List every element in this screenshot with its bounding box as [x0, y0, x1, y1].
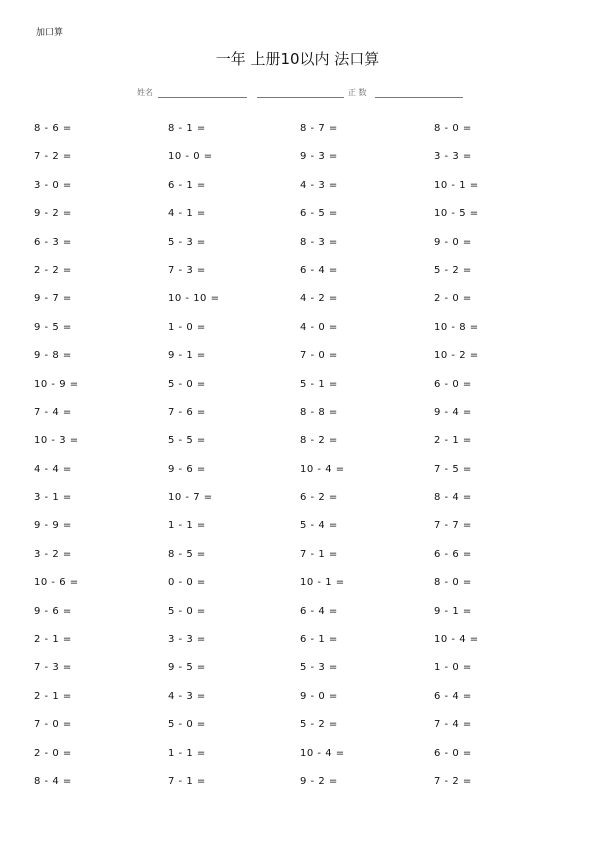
- math-problem: 10 - 1 =: [434, 179, 479, 191]
- math-problem: 9 - 2 =: [34, 208, 72, 220]
- math-problem: 9 - 1 =: [434, 605, 472, 617]
- problem-column-1: [34, 121, 164, 802]
- math-problem: 7 - 2 =: [34, 151, 72, 163]
- math-problem: 6 - 4 =: [300, 264, 338, 276]
- math-problem: 1 - 1 =: [168, 520, 206, 532]
- math-problem: 4 - 3 =: [168, 690, 206, 702]
- math-problem: 10 - 4 =: [300, 463, 345, 475]
- problem-column-2: [168, 121, 298, 802]
- math-problem: 3 - 1 =: [34, 492, 72, 504]
- math-problem: 9 - 1 =: [168, 350, 206, 362]
- math-problem: 1 - 0 =: [434, 662, 472, 674]
- page-title: 一年 上册10以内 法口算: [215, 50, 380, 68]
- math-problem: 10 - 8 =: [434, 321, 479, 333]
- math-problem: 6 - 1 =: [168, 179, 206, 191]
- math-problem: 2 - 1 =: [34, 634, 72, 646]
- math-problem: 9 - 8 =: [34, 350, 72, 362]
- math-problem: 6 - 3 =: [34, 236, 72, 248]
- math-problem: 6 - 2 =: [300, 492, 338, 504]
- math-problem: 7 - 7 =: [434, 520, 472, 532]
- math-problem: 6 - 1 =: [300, 634, 338, 646]
- math-problem: 5 - 0 =: [168, 719, 206, 731]
- name-label: 姓名: [137, 88, 153, 97]
- math-problem: 7 - 0 =: [34, 719, 72, 731]
- math-problem: 4 - 3 =: [300, 179, 338, 191]
- math-problem: 3 - 3 =: [168, 634, 206, 646]
- math-problem: 10 - 10 =: [168, 293, 220, 305]
- math-problem: 9 - 6 =: [34, 605, 72, 617]
- math-problem: 4 - 2 =: [300, 293, 338, 305]
- math-problem: 6 - 6 =: [434, 548, 472, 560]
- math-problem: 8 - 3 =: [300, 236, 338, 248]
- math-problem: 9 - 9 =: [34, 520, 72, 532]
- math-problem: 7 - 4 =: [34, 406, 72, 418]
- math-problem: 1 - 0 =: [168, 321, 206, 333]
- corner-label: 加口算: [36, 28, 64, 38]
- math-problem: 2 - 0 =: [434, 293, 472, 305]
- math-problem: 4 - 0 =: [300, 321, 338, 333]
- math-problem: 10 - 9 =: [34, 378, 79, 390]
- math-problem: 7 - 5 =: [434, 463, 472, 475]
- math-problem: 5 - 2 =: [300, 719, 338, 731]
- math-problem: 9 - 2 =: [300, 775, 338, 787]
- math-problem: 8 - 4 =: [434, 492, 472, 504]
- math-problem: 8 - 5 =: [168, 548, 206, 560]
- math-problem: 10 - 3 =: [34, 435, 79, 447]
- math-problem: 7 - 3 =: [168, 264, 206, 276]
- math-problem: 8 - 0 =: [434, 123, 472, 134]
- math-problem: 9 - 7 =: [34, 293, 72, 305]
- math-problem: 10 - 6 =: [34, 577, 79, 589]
- math-problem: 10 - 4 =: [434, 634, 479, 646]
- math-problem: 7 - 4 =: [434, 719, 472, 731]
- math-problem: 9 - 6 =: [168, 463, 206, 475]
- math-problem: 5 - 0 =: [168, 605, 206, 617]
- math-problem: 9 - 5 =: [34, 321, 72, 333]
- math-problem: 8 - 0 =: [434, 577, 472, 589]
- math-problem: 5 - 2 =: [434, 264, 472, 276]
- math-problem: 9 - 0 =: [300, 690, 338, 702]
- math-problem: 4 - 1 =: [168, 208, 206, 220]
- math-problem: 6 - 5 =: [300, 208, 338, 220]
- math-problem: 9 - 0 =: [434, 236, 472, 248]
- math-problem: 7 - 6 =: [168, 406, 206, 418]
- math-problem: 6 - 0 =: [434, 747, 472, 759]
- math-problem: 8 - 7 =: [300, 123, 338, 134]
- math-problem: 9 - 4 =: [434, 406, 472, 418]
- math-problem: 10 - 7 =: [168, 492, 213, 504]
- math-problem: 8 - 2 =: [300, 435, 338, 447]
- math-problem: 10 - 0 =: [168, 151, 213, 163]
- math-problem: 10 - 4 =: [300, 747, 345, 759]
- math-problem: 8 - 1 =: [168, 123, 206, 134]
- math-problem: 8 - 8 =: [300, 406, 338, 418]
- math-problem: 6 - 4 =: [434, 690, 472, 702]
- math-problem: 9 - 3 =: [300, 151, 338, 163]
- math-problem: 9 - 5 =: [168, 662, 206, 674]
- math-problem: 5 - 3 =: [300, 662, 338, 674]
- math-problem: 2 - 1 =: [34, 690, 72, 702]
- math-problem: 6 - 4 =: [300, 605, 338, 617]
- math-problem: 7 - 1 =: [168, 775, 206, 787]
- math-problem: 8 - 6 =: [34, 123, 72, 134]
- problem-column-4: [434, 121, 564, 802]
- math-problem: 4 - 4 =: [34, 463, 72, 475]
- math-problem: 5 - 0 =: [168, 378, 206, 390]
- math-problem: 3 - 3 =: [434, 151, 472, 163]
- math-problem: 5 - 3 =: [168, 236, 206, 248]
- math-problem: 5 - 1 =: [300, 378, 338, 390]
- math-problem: 10 - 5 =: [434, 208, 479, 220]
- math-problem: 7 - 3 =: [34, 662, 72, 674]
- problem-column-3: [300, 121, 430, 802]
- math-problem: 5 - 5 =: [168, 435, 206, 447]
- math-problem: 3 - 0 =: [34, 179, 72, 191]
- math-problem: 7 - 0 =: [300, 350, 338, 362]
- math-problem: 2 - 2 =: [34, 264, 72, 276]
- math-problem: 7 - 1 =: [300, 548, 338, 560]
- math-problem: 1 - 1 =: [168, 747, 206, 759]
- math-problem: 0 - 0 =: [168, 577, 206, 589]
- math-problem: 3 - 2 =: [34, 548, 72, 560]
- correct-count-label: 正 数: [348, 88, 367, 97]
- math-problem: 10 - 1 =: [300, 577, 345, 589]
- math-problem: 6 - 0 =: [434, 378, 472, 390]
- math-problem: 7 - 2 =: [434, 775, 472, 787]
- math-problem: 10 - 2 =: [434, 350, 479, 362]
- math-problem: 2 - 1 =: [434, 435, 472, 447]
- math-problem: 8 - 4 =: [34, 775, 72, 787]
- math-problem: 5 - 4 =: [300, 520, 338, 532]
- math-problem: 2 - 0 =: [34, 747, 72, 759]
